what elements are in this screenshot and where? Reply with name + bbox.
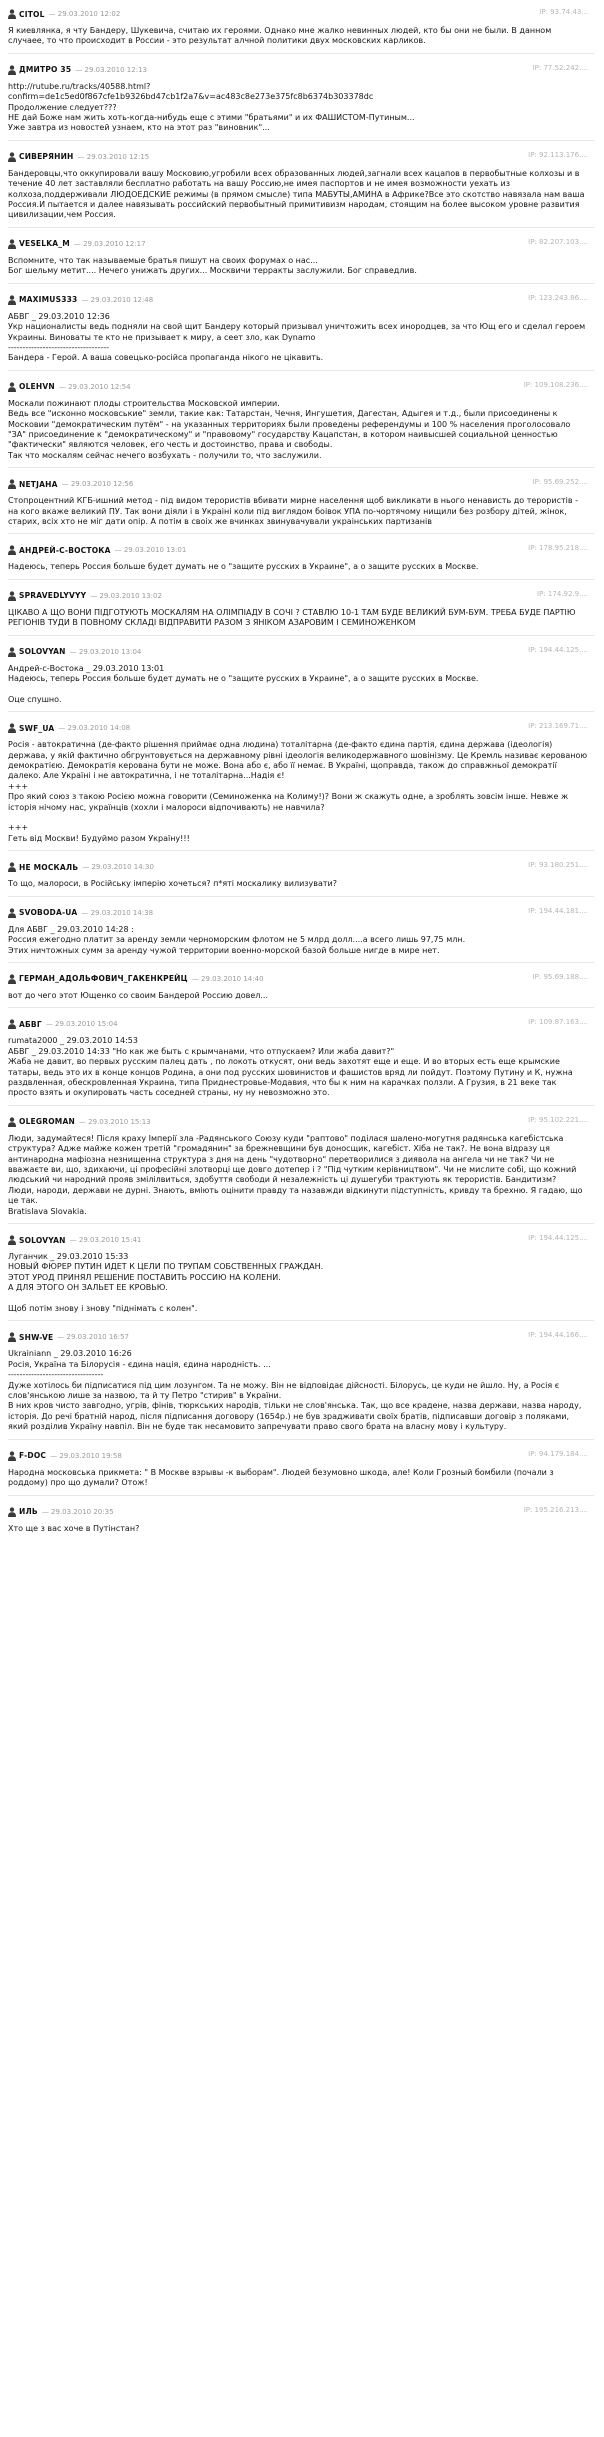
comment-meta	[8, 476, 594, 492]
comment-date: — 29.03.2010 13:02	[90, 591, 162, 600]
comment-meta	[8, 1114, 594, 1130]
comment-text: Для АБВГ _ 29.03.2010 14:28 : Россия ежегодно платит за аренду земли черноморским флотом не 5 млрд долл....а всего лишь 97,75 млн. Этих ничтожных сумм за аренду чужой территории военно-морской базой больше нигде в мире нет.	[8, 924, 466, 955]
comment-author[interactable]: CITOL	[19, 9, 45, 19]
comment-meta	[8, 1329, 594, 1345]
comment-ip: IP: 95.69.188....	[532, 972, 588, 981]
comment-date: — 29.03.2010 12:56	[61, 480, 134, 489]
comment	[8, 1114, 594, 1224]
comment	[8, 62, 594, 141]
comment	[8, 971, 594, 1008]
comment-ip: IP: 92.113.176....	[528, 150, 588, 159]
user-icon	[8, 1235, 16, 1245]
comment	[8, 720, 594, 851]
comment-meta	[8, 1232, 594, 1248]
comment-text: http://rutube.ru/tracks/40588.html? confirm=de1c5ed0f867cfe1b9326bd47cb1f2a7&v=ac483c8e273e375fc8b6374b303378dc Продолжение следует??? НЕ дай Боже нам жить хоть-когда-нибудь еще с этими "братьями" и их ФАШИСТОМ-Путиным... Уже завтра из новостей узнаем, кто на этот раз "виновник"...	[8, 81, 415, 133]
comment-meta	[8, 720, 594, 736]
comment-date: — 29.03.2010 14:08	[58, 724, 131, 733]
comment-text: Москали пожинают плоды строительства Московской империи. Ведь все "исконно московськие" земли, такие как: Татарстан, Чечня, Ингушетия, Дагестан, Адыгея и т.д., были присоединены к Московии "демократическим путём" - на указанных территориях были проведены референдумы и 100 % населения проголосовало "ЗА" присоединение к "демократическому" и "правовому" государству Кацапстан, в котором наивысшей социальной ценностью "фактически" являются человек, его честь и достоинство, права и свободы. Так что москалям сейчас нечего возбухать - получили то, что заслужили.	[8, 398, 571, 460]
user-icon	[8, 382, 16, 392]
comment	[8, 6, 594, 54]
comment-ip: IP: 95.69.252....	[532, 478, 588, 487]
comment-author[interactable]: ГЕРМАН_АДОЛЬФОВИЧ_ГАКЕНКРЕЙЦ	[19, 974, 188, 984]
comment-author[interactable]: АБВГ	[19, 1019, 42, 1029]
comment-ip: IP: 93.74.43...	[539, 8, 588, 16]
comment-text: ЦIКАВО А ЩО ВОНИ ПIДГОТУЮТЬ МОСКАЛЯМ НА ОЛIМПIАДУ В СОЧI ? СТАВЛЮ 10-1 ТАМ БУДЕ ВЕЛИКИЙ БУМ-БУМ. ТРЕБА БУДЕ ПАРТIЮ РЕГIОНIВ ТУДИ В ПОВНОМУ СКЛАДI ВIДПРАВИТИ РАЗОМ З ЯНIКОМ АЗАРОВИМ I СЕМИНОЖЕНКОМ	[8, 607, 579, 628]
comment	[8, 1329, 594, 1439]
comment-meta	[8, 1504, 594, 1520]
user-icon	[8, 545, 16, 555]
user-icon	[8, 9, 16, 19]
user-icon	[8, 862, 16, 872]
comment-meta	[8, 588, 594, 604]
comment-ip: IP: 82.207.103....	[528, 237, 588, 246]
comment-text: rumata2000 _ 29.03.2010 14:53 АБВГ _ 29.03.2010 14:33 "Но как же быть с крымчанами, что отпускаем? Или жаба давит?" Жаба не давит, во первых русским палец дать , по локоть откусят, они ведь захотят еще и еще. И во вторых есть еще крымские татары, ведь это их в конце концов Родина, а они под русских шовинистов и фашистов вряд ли пойдут. Поэтому Путину и К, нужна раздвленная, обескровленная Украина, типа Приднестровье-Модавия, что бы к ним на карачках ползли. А Грузия, в 21 веке так просто взять и окупировать часть соседней страны, ну ну невозможно это.	[8, 1036, 573, 1098]
comment	[8, 1448, 594, 1496]
comment-ip: IP: 194.44.166....	[528, 1331, 588, 1340]
comment-author[interactable]: SHW-VE	[19, 1332, 54, 1342]
user-icon	[8, 1332, 16, 1342]
comment-text: Бандеровцы,что оккупировали вашу Московию,угробили всех образованных людей,загнали всех кацапов в первобытные колхозы и в течение 40 лет заставляли бесплатно работать на вашу Россию,не имея паспортов и не имея возможности уехать из колхоза,поддерживали ЛЮДОЕДСКИЕ режимы (в прямом смысле) типа МАБУТЫ,АМИНА в Африке?Все это скотство навязала нам ваша Россия.И пытается и далее навязывать российский первобытный примитивизм народам, стоящим на более высоком уровне развития цивилизации,чем Россия.	[8, 168, 588, 220]
comment-meta	[8, 292, 594, 308]
comment-author[interactable]: NETJAHA	[19, 479, 58, 489]
comment-author[interactable]: MAXIMUS333	[19, 295, 78, 305]
user-icon	[8, 295, 16, 305]
comment-author[interactable]: SWF_UA	[19, 723, 55, 733]
comment	[8, 905, 594, 963]
user-icon	[8, 1451, 16, 1461]
comment-text: Я киевлянка, я чту Бандеру, Шукевича, считаю их героями. Однако мне жалко невинных людей, кто бы они не были. В данном случаее, то что происходит в России - это результат алчной политики двух московских карликов.	[8, 26, 554, 46]
comment-meta	[8, 542, 594, 558]
comment-text: АБВГ _ 29.03.2010 12:36 Укр националисты ведь подняли на свой щит Бандеру который призывал уничтожить всех инородцев, за что Ющ его и сделал героем Украины. Виноваты те кто не призывает к миру, а сеет зло, как Dynamo ----------------------------------- Бандера - Герой. А ваша совецько-росiйса пропаганда нiкого не цiкавить.	[8, 311, 586, 363]
comment-date: — 29.03.2010 15:13	[78, 1117, 151, 1126]
comment-date: — 29.03.2010 12:48	[81, 295, 154, 304]
comment-author[interactable]: OLEGROMAN	[19, 1117, 75, 1127]
comment-meta	[8, 971, 594, 987]
comment-ip: IP: 194.44.181....	[528, 906, 588, 915]
user-icon	[8, 65, 16, 75]
comment-meta	[8, 379, 594, 395]
user-icon	[8, 239, 16, 249]
comment-meta	[8, 62, 594, 78]
comment-text: Луганчик _ 29.03.2010 15:33 НОВЫЙ ФЮРЕР ПУТИН ИДЕТ К ЦЕЛИ ПО ТРУПАМ СОБСТВЕННЫХ ГРАЖДАН. ЭТОТ УРОД ПРИНЯЛ РЕШЕНИЕ ПОСТАВИТЬ РОССИЮ НА КОЛЕНИ. А ДЛЯ ЭТОГО ОН ЗАЛЬЕТ ЕЕ КРОВЬЮ. Щоб потiм знову i знову "пiднiмать с колен".	[8, 1252, 324, 1314]
comment-ip: IP: 109.87.163....	[528, 1018, 588, 1027]
comment-author[interactable]: SPRAVEDLYVYY	[19, 591, 87, 601]
comment-ip: IP: 109.108.236....	[523, 380, 588, 389]
comment-author[interactable]: ИЛЬ	[19, 1507, 38, 1516]
comment-text: Андрей-с-Востока _ 29.03.2010 13:01 Надеюсь, теперь Россия больше будет думать не о "защите русских в Украине", а о защите русских в Москве. Оце спушно.	[8, 663, 479, 704]
comment-text: вот до чего этот Ющенко со своим Бандерой Россию довел...	[8, 990, 269, 1000]
comment-ip: IP: 194.44.125....	[528, 645, 588, 654]
comment-meta	[8, 905, 594, 921]
comment	[8, 1232, 594, 1321]
comment-meta	[8, 1448, 594, 1464]
comment-ip: IP: 94.179.184....	[528, 1449, 588, 1458]
comment-author[interactable]: OLEHVN	[19, 382, 55, 392]
comment-author[interactable]: SOLOVYAN	[19, 1235, 66, 1245]
comment-date: — 29.03.2010 12:54	[58, 382, 131, 391]
comment-meta	[8, 236, 594, 252]
comment-ip: IP: 195.216.213....	[523, 1505, 588, 1514]
comment-date: — 29.03.2010 12:15	[77, 152, 150, 161]
comment	[8, 644, 594, 713]
user-icon	[8, 152, 16, 162]
comment-text: То що, малороси, в Росiйську iмперiю хочеться? п*ятi москалику вилизувати?	[8, 879, 337, 889]
comment-ip: IP: 77.52.242....	[532, 63, 588, 72]
comment-ip: IP: 213.169.71....	[528, 722, 588, 731]
comment-date: — 29.03.2010 13:04	[69, 647, 142, 656]
comment	[8, 476, 594, 534]
comment-ip: IP: 95.102.221....	[528, 1115, 588, 1124]
comment	[8, 1016, 594, 1105]
comment	[8, 1504, 594, 1540]
comment-date: — 29.03.2010 12:02	[48, 10, 121, 18]
user-icon	[8, 1117, 16, 1127]
comment	[8, 588, 594, 636]
comment-text: Ukrainiann _ 29.03.2010 16:26 Росiя, Україна та Бiлорусiя - єдина нацiя, єдина народнiсть. ... --------------------------------- Дуже хотiлось би пiдписатися пiд цим лозунгом. Та не можу. Він не вiдповiдає дiйсностi. Бiлорусь, це куди не йшло. Ну, а Росiя є слов'янською лише за назвою, та й ту Петро "стирив" в України. В них кров чисто завгодно, угрiв, фiнiв, тюркських народiв, тiльки не слов'янська. Так, що все крадене, назва держави, назва народу, iсторiя. До речi братнiй народ, пiсля пiдписання договору (1654р.) не був зрадживати своїх братiв, пiдписавши договiр з поляками, який роздiлив Україну навпiл. Він не буде так несамовито запречувати право свого брата на власну мову i культуру.	[8, 1349, 582, 1432]
comment-date: — 29.03.2010 12:13	[75, 65, 147, 74]
comment-author[interactable]: SVOBODA-UA	[19, 908, 78, 918]
comment-meta	[8, 1016, 594, 1032]
comment-author[interactable]: VESELKA_M	[19, 239, 70, 249]
comment-text: Стопроцентний КГБ-ишний метод - пiд видом терористiв вбивати мирне населення щоб викликати в нього ненависть до терористiв - на кого вкаже великий ПУ. Так вони дiяли i в Украiнi коли пiд виглядом боiвок УПА по-чортячому нищили без розбору дiтей, жiнок, старих, всiх хто не мiг дати опiр. А потiм в своiх же вчинках звинувачували украiнських партизанiв	[8, 496, 581, 526]
user-icon	[8, 723, 16, 733]
comment-meta	[8, 644, 594, 660]
comment-date: — 29.03.2010 20:35	[41, 1507, 114, 1516]
comment-author[interactable]: НЕ МОСКАЛЬ	[19, 862, 79, 872]
comment-date: — 29.03.2010 12:17	[73, 239, 146, 248]
comment	[8, 236, 594, 284]
comment-text: Народна московська прикмета: " В Москве взрывы -к выборам". Людей безумовно шкода, але! Коли Грозный бомбили (почали з роддому) про що думали? Отож!	[8, 1467, 557, 1488]
comment-text: Росiя - автократична (де-факто рiшення приймає одна людина) тоталiтарна (де-факто єдина партiя, єдина держава (iдеологiя) держава, у якiй фактично обгрунтовується на державному рiвнi iдеологiя великодержавного шовiнiзму. Це Кремль називає керованою демократiєю. Демократiя керована бути не може. Вона або є, або її немає. В Українi, щоправда, також до справжньої демократiї далеко. Але Україні і не автократична, і не тоталiтарна...Надiя є! +++ Про який союз з такою Росiєю можна говорити (Семиноженка на Колиму!)? Вони ж скажуть одне, а зроблять зовсiм iнше. Невже ж iсторiя нiчому нас, українцiв (хохли i малороси вiдпочивають) не навчила? +++ Геть вiд Москви! Будуймо разом Україну!!!	[8, 740, 588, 843]
comment-date: — 29.03.2010 13:01	[114, 546, 187, 555]
comment	[8, 149, 594, 228]
comment-ip: IP: 178.95.218....	[528, 544, 588, 553]
user-icon	[8, 1507, 16, 1517]
comment-ip: IP: 93.180.251....	[528, 861, 588, 870]
comment-text: Хто ще з вас хоче в Путiнстан?	[8, 1523, 140, 1533]
comment	[8, 379, 594, 468]
comment-meta	[8, 859, 594, 875]
comment-author[interactable]: SOLOVYAN	[19, 647, 66, 657]
comment-meta	[8, 6, 594, 22]
comment-date: — 29.03.2010 15:04	[45, 1020, 118, 1029]
comment-text: Надеюсь, теперь Россия больше будет думать не о "защите русских в Украине", а о защите русских в Москве.	[8, 562, 479, 572]
comment	[8, 292, 594, 371]
comment-author[interactable]: ДМИТРО 35	[19, 65, 72, 75]
comment	[8, 859, 594, 896]
comment-ip: IP: 194.44.125....	[528, 1234, 588, 1242]
user-icon	[8, 974, 16, 984]
user-icon	[8, 591, 16, 601]
comment-ip: IP: 174.92.9....	[537, 589, 588, 598]
comment-date: — 29.03.2010 14:40	[191, 974, 264, 983]
comment-date: — 29.03.2010 19:58	[50, 1451, 122, 1460]
user-icon	[8, 908, 16, 918]
comment-text: Вспомните, что так называемые братья пишут на своих форумах о нас... Бог шельму метит.... Нечего унижать других... Москвичи терракты заслужили. Бог справедлив.	[8, 255, 417, 276]
user-icon	[8, 479, 16, 489]
comment-author[interactable]: F-DOC	[19, 1451, 47, 1461]
comment-date: — 29.03.2010 16:57	[57, 1333, 130, 1342]
comment-author[interactable]: СИВЕРЯНИН	[19, 152, 74, 162]
comment-author[interactable]: АНДРЕЙ-С-ВОСТОКА	[19, 545, 111, 555]
comment-ip: IP: 123.243.86....	[528, 293, 588, 302]
user-icon	[8, 647, 16, 657]
comment-date: — 29.03.2010 14:38	[81, 908, 154, 917]
comment-date: — 29.03.2010 15:41	[69, 1236, 142, 1244]
comment	[8, 542, 594, 579]
comment-meta	[8, 149, 594, 165]
comment-date: — 29.03.2010 14:30	[82, 863, 154, 872]
user-icon	[8, 1019, 16, 1029]
comment-text: Люди, задумайтеся! Пiсля краху Iмперiї зла -Радянського Союзу куди "раптово" подiлася шалено-могутня радянська кагебiстська структура? Адже майже кожен третiй "громадянин" за брежневщини був доносщик, кагебiст. Хiба не так?. Не вона вiдразу ця антинародна мафiозна незнищенна структура з дня на день "чудотворно" перетворилися з диявола на ангела чи не так? Чи не вважаєте ви, що, здихаючи, цi професiйнi злотворцi ще довго дотепер i ? "Пiд чутким керiвництвом". Чи не мислите собi, що кожний людський чи народний прояв змiлiлвиться, здобуття свободи й незалежнiсть цi душегуби трактують як терористiв. Бандитизм? Люди, народи, держави не дурнi. Знають, вмiють оцiнити правду та назавжди вiдкинути пiдступнiсть, кривду та брехню. Я гадаю, що це так. Bratislava Slovakia.	[8, 1133, 583, 1216]
